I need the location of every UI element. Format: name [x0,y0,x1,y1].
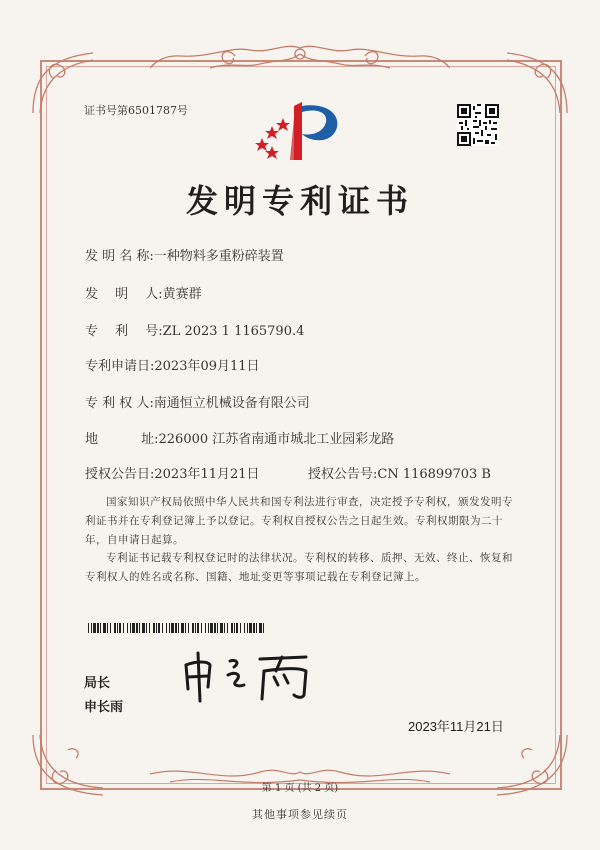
statement-paragraph: 国家知识产权局依照中华人民共和国专利法进行审查，决定授予专利权，颁发发明专利证书并在专利登记簿上予以登记。专利权自授权公告之日起生效。专利权期限为二十年，自申请日起算。 [85,496,513,546]
issue-date: 2023年11月21日 [408,719,504,734]
corner-ornament-tr [502,48,572,118]
handwritten-signature [178,645,318,705]
field-invention-name [85,245,284,264]
page-title: 发明专利证书 [185,182,414,220]
signatory-name: 申长雨 [84,699,124,714]
field-grant-date [85,463,260,482]
field-label: 专 利 权 人: [85,396,154,411]
field-label: 专 利 号: [85,324,163,339]
field-label: 专利申请日: [85,359,155,374]
field-label: 地 址: [85,432,159,447]
certificate-number: 证书号第6501787号 [84,104,188,117]
footer-note: 其他事项参见续页 [252,808,348,821]
field-value: 黄赛群 [162,287,202,302]
field-value: 一种物料多重粉碎装置 [153,249,284,264]
field-value: 南通恒立机械设备有限公司 [153,396,310,411]
field-label: 授权公告号: [308,467,378,482]
signatory-title: 局长 [84,675,111,690]
field-value: 226000 江苏省南通市城北工业园彩龙路 [158,432,395,447]
field-address [85,428,394,447]
field-value: 2023年11月21日 [154,467,260,482]
field-value: CN 116899703 B [377,467,491,482]
field-value: 2023年09月11日 [154,359,260,374]
top-ornament [150,40,450,80]
page-number: 第 1 页 (共 2 页) [261,783,339,794]
field-grant-number [308,463,491,482]
barcode-icon [88,623,266,633]
field-value: ZL 2023 1 1165790.4 [162,324,305,339]
legal-status-paragraph: 专利证书记载专利权登记时的法律状况。专利权的转移、质押、无效、终止、恢复和专利权人的姓名或名称、国籍、地址变更等事项记载在专利登记簿上。 [85,552,513,583]
field-label: 授权公告日: [85,467,155,482]
field-patent-number [85,320,304,339]
field-patentee [85,392,310,411]
cnipa-logo-icon [250,98,350,164]
field-inventor [85,283,202,302]
qr-code-icon [457,104,499,146]
field-label: 发 明 名 称: [85,249,154,264]
field-label: 发 明 人: [85,287,163,302]
field-application-date [85,355,260,374]
